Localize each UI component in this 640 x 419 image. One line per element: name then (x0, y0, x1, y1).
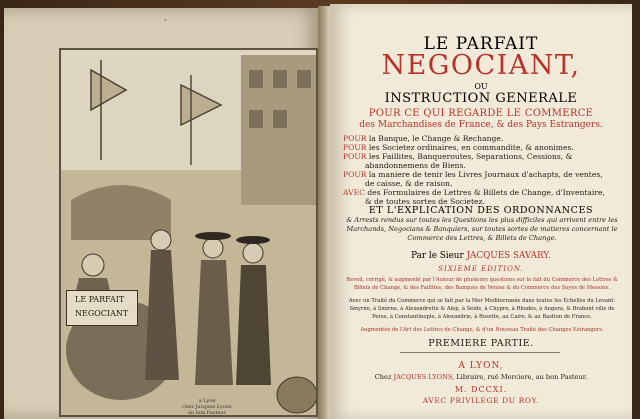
placard-line-2: NEGOCIANT (75, 309, 129, 318)
pour-text: de caisse, & de raison. (365, 179, 453, 188)
pour-keyword: POUR (343, 152, 367, 161)
pour-text: la Banque, le Change & Rechange. (368, 134, 504, 143)
pour-keyword: POUR (343, 143, 367, 152)
engraving-caption (152, 398, 262, 416)
title-ou: OU (474, 82, 488, 91)
subtitle-pour-ce-qui: POUR CE QUI REGARDE LE COMMERCE (368, 108, 594, 119)
pour-line (343, 161, 625, 170)
avec-keyword: AVEC (343, 188, 365, 197)
pour-line (343, 179, 625, 188)
frontispiece-engraving (59, 48, 318, 417)
pour-text: les Faillites, Banqueroutes, Separations, Cessions, & (368, 152, 573, 161)
edition-line: SIXIEME EDITION. (438, 265, 524, 273)
privilege-line: AVEC PRIVILEGE DU ROY. (422, 396, 540, 405)
pour-list (343, 134, 625, 206)
pour-keyword: POUR (343, 170, 367, 179)
pour-text: des Formulaires de Lettres & Billets de Change, d'Inventaire, (367, 188, 605, 197)
revised-note: Reveü, corrigé, & augmenté par l'Auteur de plusieurs questions sur le fait du Commerce des Lettres & Billets de Change, & des Faillites, des Banques de Venise & du Commerce des Soyes de Messine. (346, 277, 618, 291)
author-prefix: Par le Sieur (411, 251, 464, 261)
imprint-publisher (330, 373, 632, 381)
chez-prefix: Chez (374, 373, 392, 381)
traite-note: Avec un Traité du Commerce qui se fait par la Mer Mediterranée dans toutes les Echelles du Levant: Smyrne, à Smirne, à Alexandrette & Alep, à Seide, à Chypre, à Rhodes, à Angora, & Brabant ville de Perse, à Constantinople, à Alexandrie, à Rosette, au Caire, & au Bastion de France. (348, 298, 616, 320)
subtitle-marchandises: des Marchandises de France, & des Pays Estrangers. (359, 120, 603, 130)
pour-text: abandonnemens de Biens. (365, 161, 466, 170)
pour-line (343, 143, 625, 152)
harbor-scene-illustration (61, 50, 316, 415)
pour-line (343, 152, 625, 161)
pour-line (343, 170, 625, 179)
pour-text: & de toutes sortes de Societez. (365, 197, 485, 206)
title-page (330, 4, 632, 419)
pour-line (343, 134, 625, 143)
caption-line-3: au bon Pasteur (187, 410, 227, 416)
page-mark: ’ (164, 18, 167, 27)
title-instruction: INSTRUCTION GENERALE (384, 91, 578, 106)
caption-line-1: a Lyon (198, 398, 216, 404)
augmentee-note: Augmentée de l'Art des Lettres de Change, & d'un Nouveau Traité des Changes Estrangers. (360, 327, 604, 333)
author-name: JACQUES SAVARY. (466, 251, 551, 261)
explication-heading: ET L'EXPLICATION DES ORDONNANCES (368, 205, 594, 216)
publisher-address: Libraire, ruë Merciere, au bon Pasteur. (456, 373, 588, 381)
left-page (4, 8, 322, 419)
imprint-year: M. DCCXI. (454, 385, 508, 394)
divider-rule (400, 352, 560, 353)
pour-line (343, 188, 625, 197)
placard-line-1: LE PARFAIT (75, 295, 125, 304)
pour-keyword: POUR (343, 134, 367, 143)
pour-text: les Societez ordinaires, en commandite, & anonimes. (368, 143, 574, 152)
publisher-name: JACQUES LYONS, (393, 373, 455, 381)
placard-sign (66, 290, 138, 326)
explication-body: & Arrests rendus sur toutes les Questions les plus difficiles qui arrivent entre les Marchands, Negocians & Banquiers, sur toutes sortes de matieres concernant le Commerce des Lettres, & Billets de Change. (346, 216, 618, 242)
title-negociant: NEGOCIANT, (381, 50, 581, 81)
title-le-parfait: LE PARFAIT (423, 34, 539, 54)
caption-line-2: chez Jacques Lyons (182, 404, 232, 410)
partie-line: PREMIERE PARTIE. (428, 338, 534, 349)
imprint-city: A LYON, (458, 361, 504, 371)
author-line (330, 251, 632, 261)
pour-text: la maniere de tenir les Livres Journaux d'achapts, de ventes, (368, 170, 603, 179)
